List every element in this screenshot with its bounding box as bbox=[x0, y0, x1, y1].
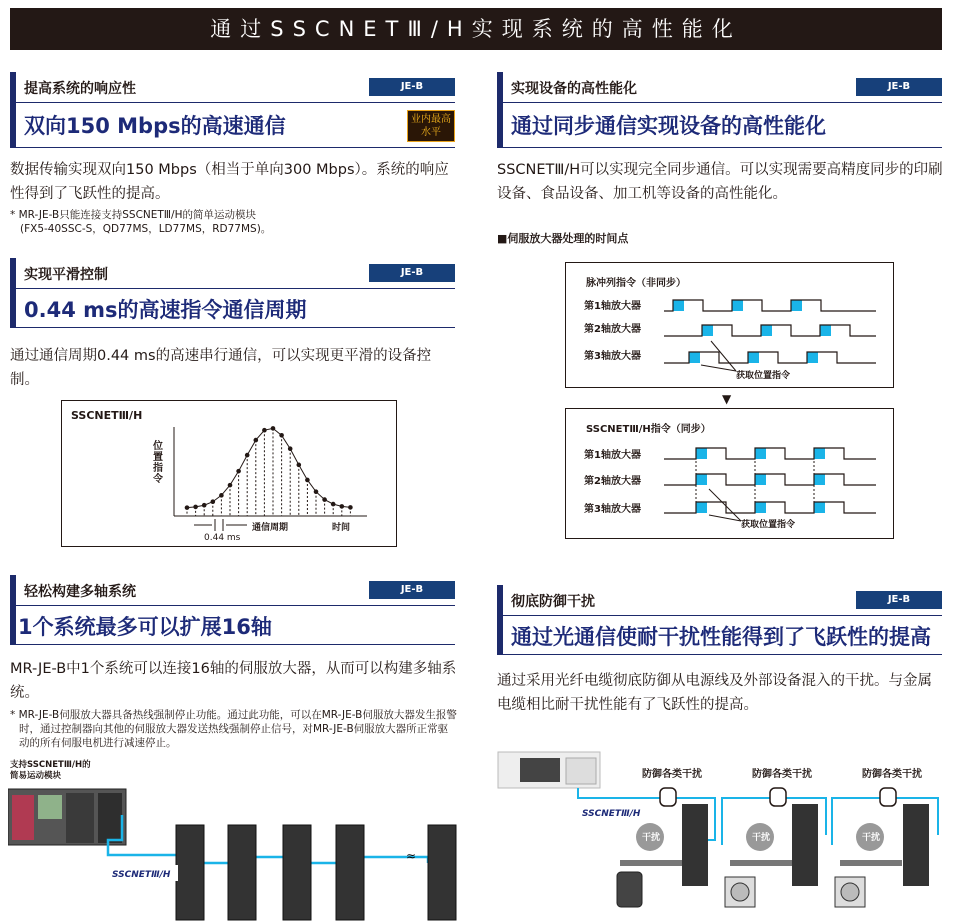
section-heading: 通过光通信使耐干扰性能得到了飞跃性的提高 bbox=[511, 625, 931, 649]
data-point bbox=[245, 453, 250, 458]
capture-marker bbox=[696, 502, 707, 513]
capture-marker bbox=[755, 474, 766, 485]
data-point bbox=[254, 438, 259, 443]
capture-marker bbox=[807, 352, 818, 363]
data-point bbox=[340, 504, 345, 509]
data-point bbox=[305, 478, 310, 483]
module-caption: 支持SSCNETⅢ/H的 简易运动模块 bbox=[10, 760, 91, 781]
capture-marker bbox=[814, 502, 825, 513]
svg-text:≈: ≈ bbox=[406, 849, 417, 863]
data-point bbox=[185, 505, 190, 510]
data-point bbox=[288, 446, 293, 451]
section-label: 轻松构建多轴系统 bbox=[24, 584, 136, 600]
data-point bbox=[262, 428, 267, 433]
data-point bbox=[297, 463, 302, 468]
async-timing-diagram: 脉冲列指令（非同步） 第1轴放大器 第2轴放大器 第3轴放大器 获取位置指令 bbox=[565, 262, 894, 388]
svg-text:干扰: 干扰 bbox=[642, 833, 661, 843]
section-label: 彻底防御干扰 bbox=[511, 594, 595, 610]
section-header-responsiveness bbox=[10, 72, 455, 148]
sscnet-logo bbox=[108, 865, 178, 881]
section-heading: 0.44 ms的高速指令通信周期 bbox=[24, 298, 307, 322]
svg-text:SSCNETⅢ/H: SSCNETⅢ/H bbox=[582, 809, 641, 819]
data-point bbox=[322, 497, 327, 502]
period-label: 通信周期 bbox=[252, 523, 289, 533]
callout: 获取位置指令 bbox=[741, 520, 796, 530]
position-command-graph bbox=[61, 400, 397, 547]
sscnet-logo bbox=[582, 809, 641, 819]
body-text: SSCNETⅢ/H可以实现完全同步通信。可以实现需要高精度同步的印刷设备、食品设备、加工机等设备的高性能化。 bbox=[497, 162, 943, 202]
svg-text:干扰: 干扰 bbox=[752, 833, 771, 843]
defense-label: 防御各类干扰 bbox=[642, 769, 702, 780]
section-heading: 1个系统最多可以扩展16轴 bbox=[18, 615, 272, 639]
capture-marker bbox=[761, 325, 772, 336]
graph-title: SSCNETⅢ/H bbox=[71, 409, 143, 422]
capture-marker bbox=[814, 474, 825, 485]
multi-axis-illustration bbox=[8, 785, 458, 922]
data-point bbox=[202, 503, 207, 508]
section-heading: 通过同步通信实现设备的高性能化 bbox=[511, 114, 826, 138]
capture-marker bbox=[696, 448, 707, 459]
callout: 获取位置指令 bbox=[736, 371, 791, 381]
sync-timing-diagram: SSCNETⅢ/H指令（同步） 第1轴放大器 第2轴放大器 第3轴放大器 获取位置指令 bbox=[565, 408, 894, 539]
footnote: (FX5-40SSC-S，QD77MS，LD77MS，RD77MS)。 bbox=[20, 223, 272, 235]
footnote: * MR-JE-B只能连接支持SSCNETⅢ/H的简单运动模块 bbox=[10, 209, 256, 221]
data-point bbox=[228, 483, 233, 488]
data-point bbox=[279, 433, 284, 438]
capture-marker bbox=[696, 474, 707, 485]
capture-marker bbox=[755, 502, 766, 513]
defense-label: 防御各类干扰 bbox=[862, 769, 922, 780]
data-point bbox=[314, 489, 319, 494]
section-header-smooth-control bbox=[10, 258, 455, 328]
defense-label: 防御各类干扰 bbox=[752, 769, 812, 780]
capture-marker bbox=[814, 448, 825, 459]
capture-marker bbox=[791, 300, 802, 311]
data-point bbox=[348, 505, 353, 510]
capture-marker bbox=[673, 300, 684, 311]
noise-illustration bbox=[490, 740, 950, 922]
capture-marker bbox=[702, 325, 713, 336]
capture-marker bbox=[755, 448, 766, 459]
section-label: 实现平滑控制 bbox=[24, 267, 108, 283]
down-arrow-icon: ▼ bbox=[722, 392, 732, 406]
svg-text:SSCNETⅢ/H: SSCNETⅢ/H bbox=[112, 870, 171, 880]
section-header-multi-axis bbox=[10, 575, 455, 645]
y-axis-label: 位置指令 bbox=[153, 441, 163, 485]
body-text: MR-JE-B中1个系统可以连接16轴的伺服放大器，从而可以构建多轴系统。 bbox=[10, 661, 457, 701]
data-point bbox=[331, 502, 336, 507]
data-point bbox=[193, 505, 198, 510]
data-point bbox=[271, 426, 276, 431]
model-badge: JE-B bbox=[856, 591, 942, 609]
capture-marker bbox=[689, 352, 700, 363]
section-label: 提高系统的响应性 bbox=[24, 81, 136, 97]
capture-marker bbox=[748, 352, 759, 363]
data-point bbox=[236, 469, 241, 474]
capture-marker bbox=[820, 325, 831, 336]
footnote: * MR-JE-B伺服放大器具备热线强制停止功能。通过此功能，可以在MR-JE-B伺服放大器发生报警时，通过控制器向其他的伺服放大器发送热线强制停止信号，对MR-JE-B伺服放大器所正常驱动的所有伺服电机进行减速停止。 bbox=[10, 709, 457, 749]
capture-marker bbox=[732, 300, 743, 311]
model-badge: JE-B bbox=[369, 78, 455, 96]
x-axis-label: 时间 bbox=[332, 523, 351, 533]
data-point bbox=[211, 499, 216, 504]
model-badge: JE-B bbox=[369, 581, 455, 599]
body-text: 通过通信周期0.44 ms的高速串行通信，可以实现更平滑的设备控制。 bbox=[10, 348, 432, 388]
model-badge: JE-B bbox=[369, 264, 455, 282]
model-badge: JE-B bbox=[856, 78, 942, 96]
industry-best-badge: 业内最高水平 bbox=[407, 110, 455, 142]
body-text: 通过采用光纤电缆彻底防御从电源线及外部设备混入的干扰。与金属电缆相比耐干扰性能有了飞跃性的提高。 bbox=[497, 673, 932, 713]
section-header-noise bbox=[497, 585, 942, 655]
period-value: 0.44 ms bbox=[204, 533, 241, 543]
data-point bbox=[219, 493, 224, 498]
page-title: 通过SSCNETⅢ/H实现系统的高性能化 bbox=[10, 8, 942, 50]
timing-title: ■伺服放大器处理的时间点 bbox=[497, 232, 629, 245]
section-heading: 双向150 Mbps的高速通信 bbox=[24, 114, 286, 138]
svg-text:干扰: 干扰 bbox=[862, 833, 881, 843]
section-header-performance bbox=[497, 72, 942, 148]
section-label: 实现设备的高性能化 bbox=[511, 81, 637, 97]
body-text: 数据传输实现双向150 Mbps（相当于单向300 Mbps）。系统的响应性得到了飞跃性的提高。 bbox=[10, 162, 449, 202]
